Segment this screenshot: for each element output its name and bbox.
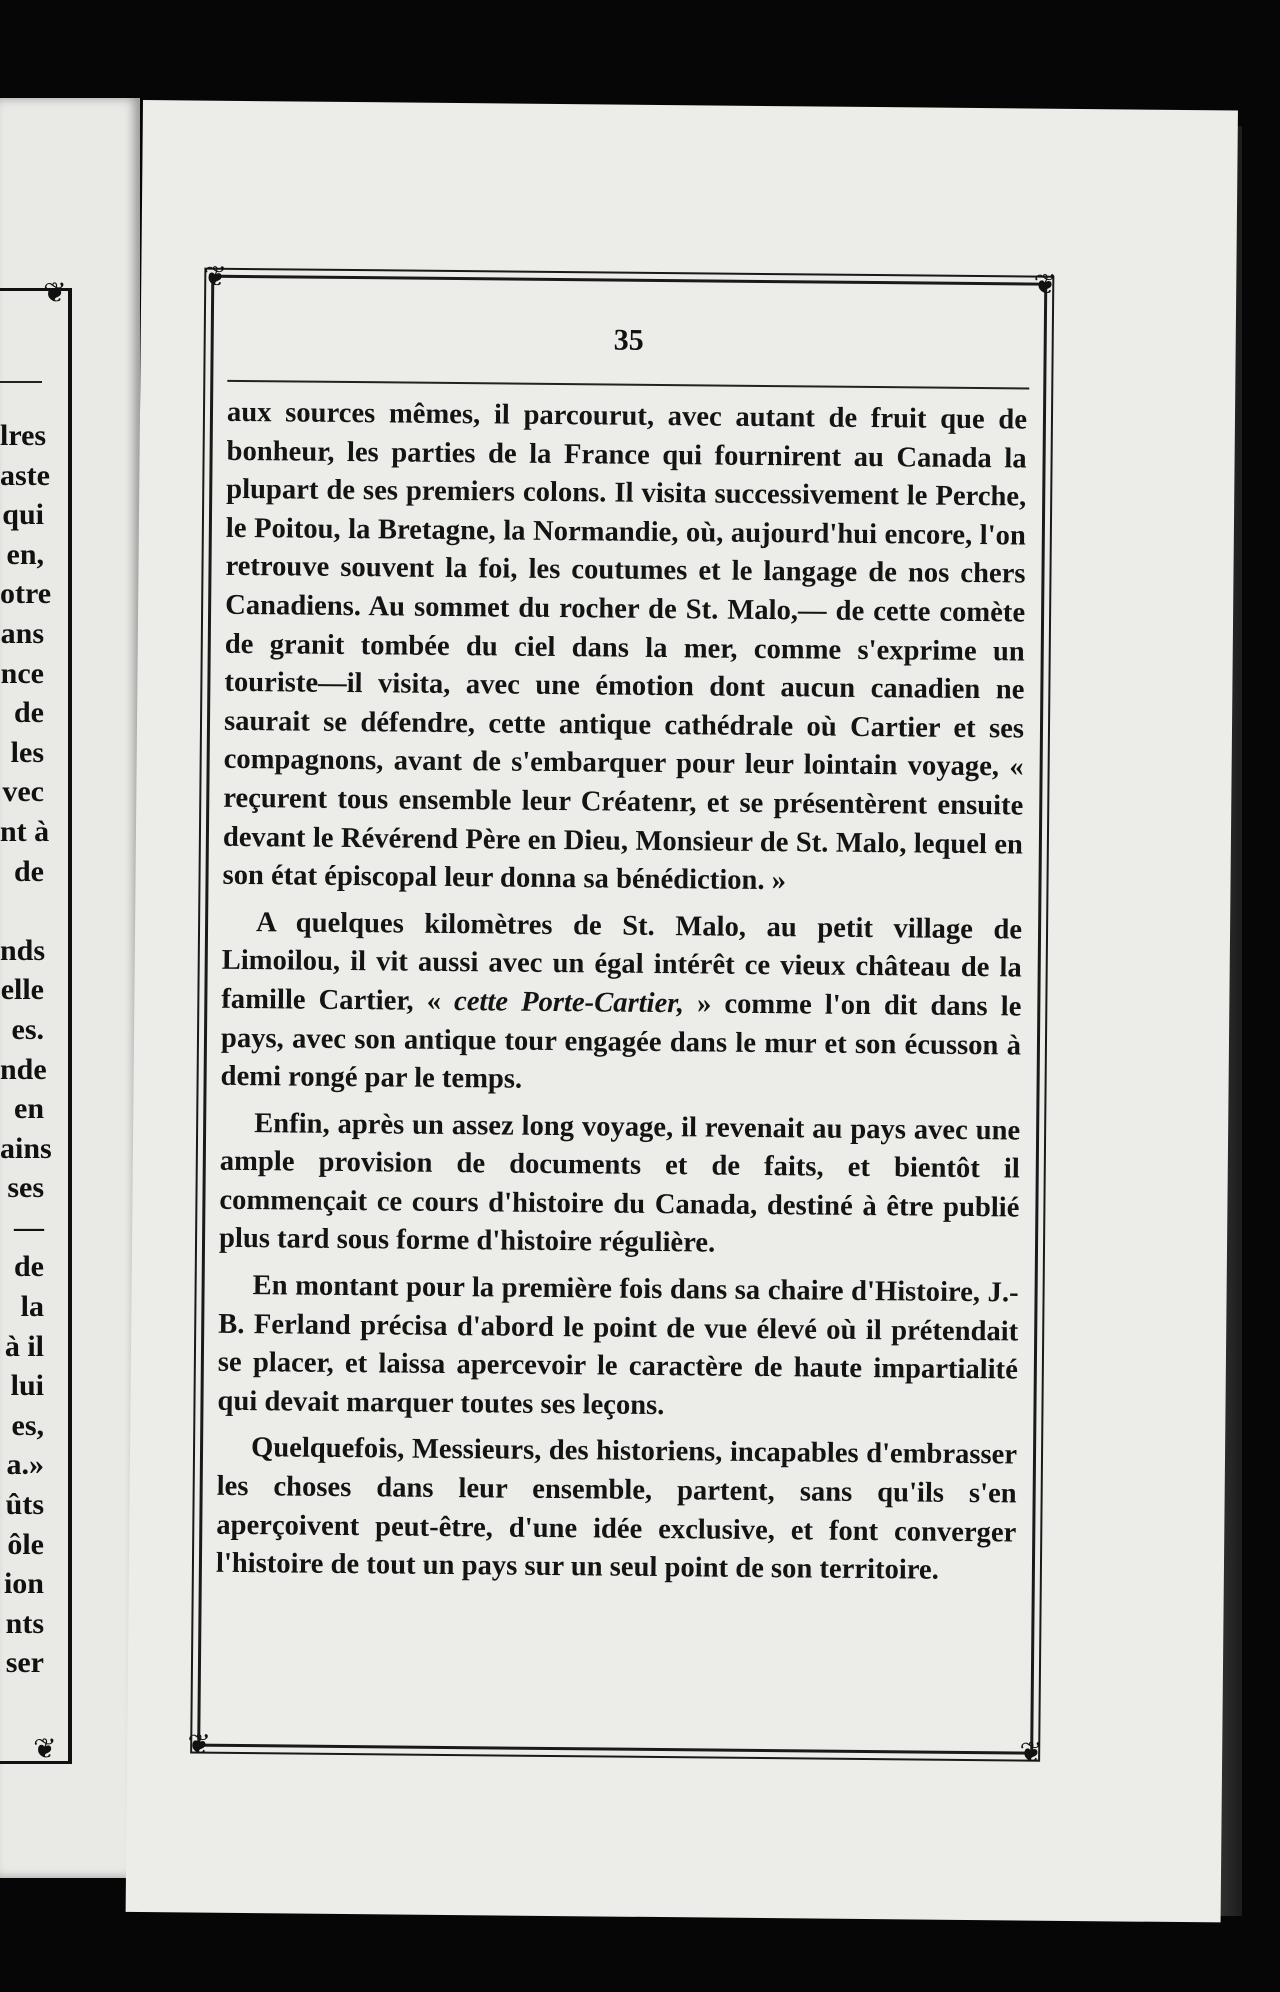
previous-page-line-fragment: ôle — [7, 1527, 44, 1561]
floral-corner-ornament-icon: ❦ — [43, 276, 67, 309]
previous-page-line-fragment: es, — [11, 1408, 44, 1442]
previous-page-line-fragment: de — [14, 854, 44, 888]
previous-page-line-fragment: en — [14, 1092, 44, 1126]
previous-page-line-fragment: en, — [6, 537, 44, 571]
previous-page-line-fragment: es. — [11, 1012, 44, 1046]
previous-page-line-fragment: les — [10, 735, 44, 769]
current-page — [126, 100, 1238, 1922]
paragraph — [220, 904, 1022, 1105]
previous-page-line-fragment: nt à — [0, 814, 50, 848]
header-rule — [227, 380, 1029, 390]
page-body — [216, 394, 1027, 1591]
previous-page-line-fragment: la — [20, 1290, 44, 1324]
previous-page-line-fragment: de — [14, 696, 44, 730]
floral-corner-ornament-icon: ❦ — [1019, 1735, 1044, 1769]
previous-page-line-fragment: ans — [0, 616, 44, 650]
paragraph: En montant pour la première fois dans sa chaire d'Histoire, J.-B. Ferland précisa d'abord le point de vue élevé où il prétendait se placer, et laissa apercevoir le caractère de haute impartialité qui devait marquer toutes ses leçons. — [217, 1270, 1019, 1421]
previous-page-line-fragment: ion — [3, 1567, 44, 1601]
page-border-frame — [187, 259, 1058, 1769]
previous-page-line-fragment: lui — [10, 1369, 44, 1403]
floral-corner-ornament-icon: ❦ — [203, 259, 228, 293]
previous-page-line-fragment: ses — [7, 1171, 44, 1205]
floral-corner-ornament-icon: ❦ — [187, 1727, 212, 1761]
previous-page-line-fragment: nts — [5, 1606, 44, 1640]
paragraph-text: » comme l'on dit dans le pays, avec son antique tour engagée dans le mur et son écusson à demi rongé par le temps. — [220, 988, 1022, 1095]
previous-page-line-fragment: qui — [2, 498, 44, 532]
previous-page-line-fragment: nds — [0, 933, 46, 967]
previous-page-line-fragment: otre — [0, 577, 52, 611]
previous-page-line-fragment: ains — [0, 1131, 52, 1165]
previous-page-line-fragment: à il — [4, 1329, 44, 1363]
previous-page-line-fragment: vec — [2, 775, 44, 809]
previous-page-line-fragment — [0, 891, 44, 931]
previous-page-line-fragment: aste — [0, 458, 50, 492]
paragraph-text: A quelques kilomètres de St. Malo, au petit village de Limoilou, il vit aussi avec un égal intérêt ce vieux château de la famille Cartier, « — [221, 906, 1023, 1017]
previous-page-line-endings — [0, 416, 52, 1683]
previous-page — [0, 98, 140, 1878]
floral-corner-ornament-icon: ❦ — [1033, 267, 1058, 301]
previous-page-line-fragment: elle — [0, 973, 44, 1007]
floral-corner-ornament-icon: ❦ — [33, 1732, 57, 1765]
paragraph: Quelquefois, Messieurs, des historiens, incapables d'embrasser les choses dans leur ensemble, partent, sans qu'ils s'en aperçoivent peut-être, d'une idée exclusive, et font converger l'histoire de tout un pays sur un seul point de son territoire. — [215, 1432, 1018, 1586]
previous-page-line-fragment: lres — [0, 419, 47, 452]
previous-page-line-fragment: a.» — [6, 1448, 44, 1482]
paragraph: aux sources mêmes, il parcourut, avec autant de fruit que de bonheur, les parties de la France qui fournirent au Canada la plupart de ses premiers colons. Il visita successivement le Perche, le Poitou, la Bretagne, la Normandie, où, aujourd'hui encore, l'on retrouve souvent la foi, les coutumes et le langage de nos chers Canadiens. Au sommet du rocher de St. Malo,— de cette comète de granit tombée du ciel dans la mer, comme s'exprime un touriste—il visita, avec une émotion dont aucun canadien ne saurait se défendre, cette antique cathédrale où Cartier et ses compagnons, avant de s'embarquer pour leur lointain voyage, « reçurent tous ensemble leur Créatenr, et se présentèrent ensuite devant le Révérend Père en Dieu, Monsieur de St. Malo, lequel en son état épiscopal leur donna sa bénédiction. » — [222, 396, 1028, 897]
previous-page-line-fragment: ûts — [5, 1488, 44, 1522]
page-number: 35 — [613, 323, 644, 357]
previous-page-line-fragment: nce — [0, 656, 44, 690]
previous-page-line-fragment: ser — [5, 1646, 44, 1680]
previous-page-header-rule — [0, 381, 42, 383]
paragraph: Enfin, après un assez long voyage, il revenait au pays avec une ample provision de documents et de faits, et bientôt il commençait ce cours d'histoire du Canada, destiné à être publié plus tard sous forme d'histoire régulière. — [218, 1107, 1021, 1260]
previous-page-line-fragment: nde — [0, 1052, 47, 1086]
previous-page-line-fragment: — — [14, 1210, 44, 1244]
italic-phrase: cette Porte-Cartier, — [453, 985, 685, 1020]
previous-page-line-fragment: de — [14, 1250, 44, 1284]
